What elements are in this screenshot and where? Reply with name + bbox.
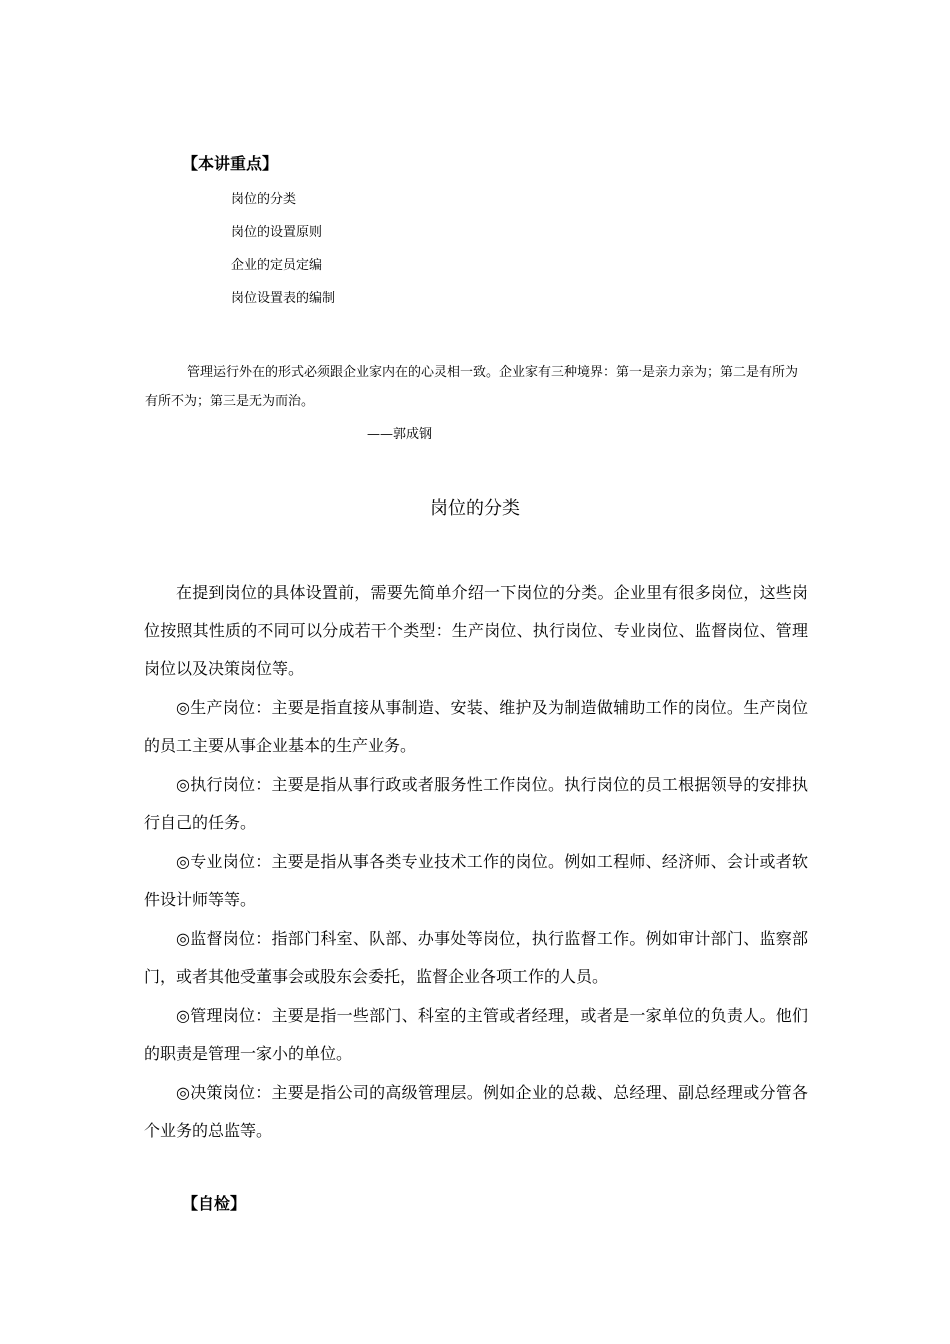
body-paragraph: ◎决策岗位：主要是指公司的高级管理层。例如企业的总裁、总经理、副总经理或分管各个业务的总监等。 (144, 1083, 808, 1140)
focus-item: 岗位的设置原则 (231, 225, 323, 240)
body-paragraph: ◎执行岗位：主要是指从事行政或者服务性工作岗位。执行岗位的员工根据领导的安排执行自己的任务。 (144, 775, 808, 832)
body-paragraph: ◎生产岗位：主要是指直接从事制造、安装、维护及为制造做辅助工作的岗位。生产岗位的员工主要从事企业基本的生产业务。 (144, 698, 808, 755)
focus-item: 企业的定员定编 (231, 258, 323, 273)
focus-list (231, 190, 335, 322)
quote-author: ——郭成钢 (367, 427, 433, 442)
section-body (144, 574, 808, 1151)
self-check-heading: 【自检】 (182, 1194, 247, 1213)
focus-heading: 【本讲重点】 (182, 154, 279, 173)
body-paragraph: 在提到岗位的具体设置前，需要先简单介绍一下岗位的分类。企业里有很多岗位，这些岗位按照其性质的不同可以分成若干个类型：生产岗位、执行岗位、专业岗位、监督岗位、管理岗位以及决策岗位等。 (144, 583, 808, 678)
quote-text: 管理运行外在的形式必须跟企业家内在的心灵相一致。企业家有三种境界：第一是亲力亲为；第二是有所为有所不为；第三是无为而治。 (145, 365, 799, 409)
focus-item: 岗位设置表的编制 (231, 291, 336, 306)
body-paragraph: ◎监督岗位：指部门科室、队部、办事处等岗位，执行监督工作。例如审计部门、监察部门，或者其他受董事会或股东会委托，监督企业各项工作的人员。 (144, 929, 808, 986)
focus-item: 岗位的分类 (231, 192, 297, 207)
body-paragraph: ◎管理岗位：主要是指一些部门、科室的主管或者经理，或者是一家单位的负责人。他们的职责是管理一家小的单位。 (144, 1006, 808, 1063)
body-paragraph: ◎专业岗位：主要是指从事各类专业技术工作的岗位。例如工程师、经济师、会计或者软件设计师等等。 (144, 852, 808, 909)
section-title: 岗位的分类 (430, 498, 520, 519)
